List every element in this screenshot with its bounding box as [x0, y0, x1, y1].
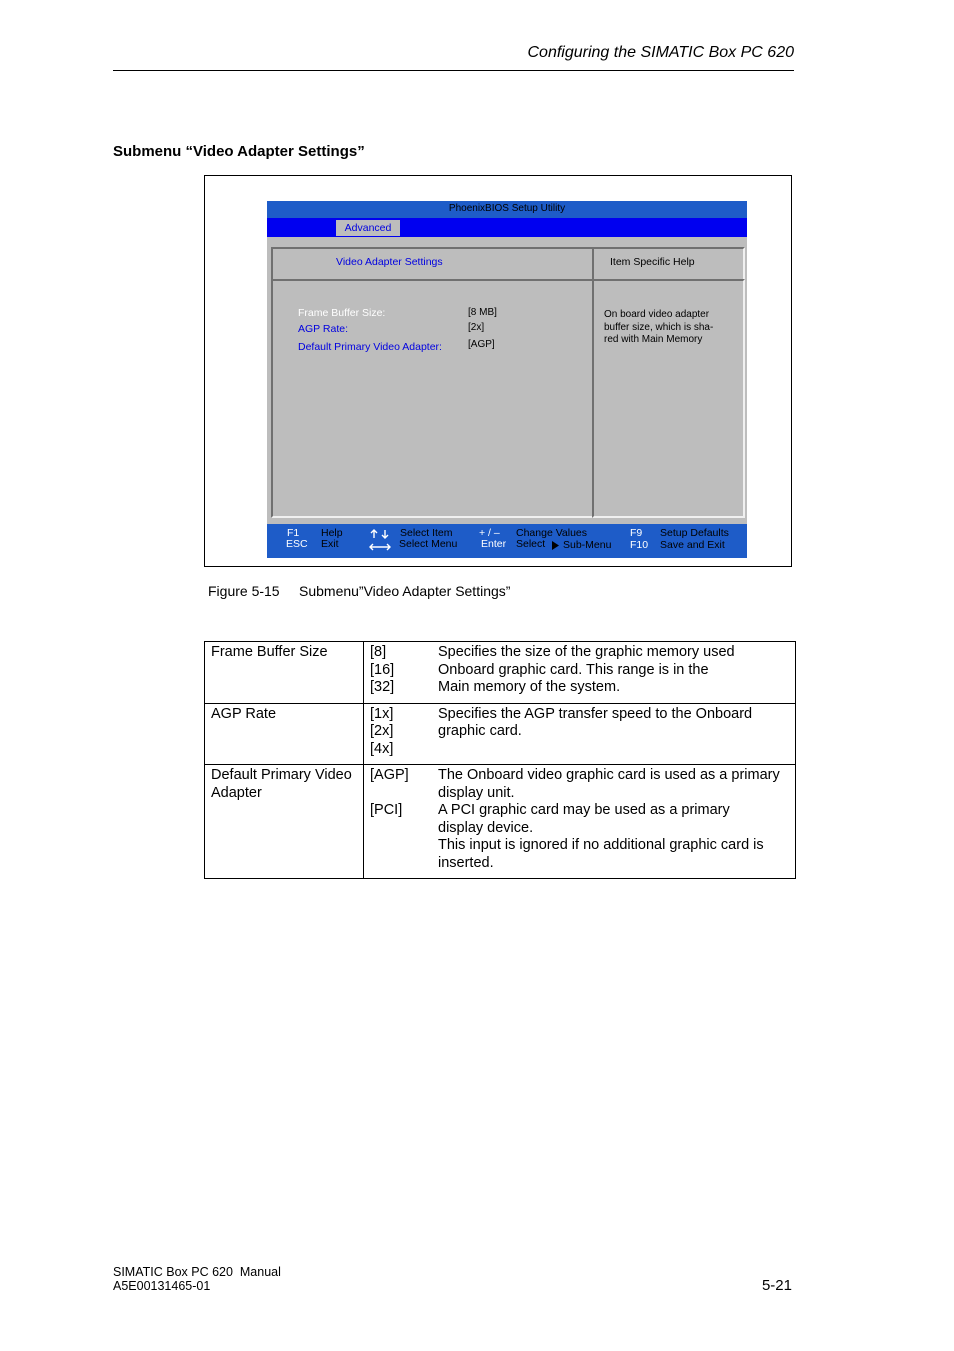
key-sub-menu-desc: Sub-Menu	[563, 539, 612, 551]
setting-agp-rate[interactable]: AGP Rate:	[298, 323, 348, 335]
key-change-values-desc: Change Values	[516, 527, 588, 539]
option-value: [1x]	[370, 705, 394, 722]
value-agp-rate[interactable]: [2x]	[468, 322, 485, 333]
description-line: display unit.	[438, 784, 515, 801]
key-plus-minus: + / –	[479, 527, 500, 539]
help-title: Item Specific Help	[610, 256, 695, 268]
bios-title-bar	[267, 201, 747, 218]
value-default-primary-video-adapter[interactable]: [AGP]	[468, 339, 495, 350]
table-row	[205, 765, 796, 879]
key-f10: F10	[630, 539, 649, 551]
key-f9: F9	[630, 527, 643, 539]
bios-menu-bar	[267, 218, 747, 237]
description-line: Main memory of the system.	[438, 679, 621, 695]
description-line: The Onboard video graphic card is used as a primary	[438, 767, 780, 783]
arrow-keys-icon	[369, 529, 391, 553]
footer-manual-title: SIMATIC Box PC 620 Manual	[113, 1265, 281, 1279]
help-line: buffer size, which is sha-	[604, 321, 714, 333]
key-select-item-desc: Select Item	[400, 527, 453, 539]
option-value: [2x]	[370, 723, 394, 739]
option-value: [PCI]	[370, 802, 403, 818]
parameter-cell: AGP Rate	[205, 703, 364, 765]
key-save-exit-desc: Save and Exit	[660, 539, 725, 551]
description-line: display device.	[438, 819, 534, 836]
key-select-menu-desc: Select Menu	[399, 538, 458, 550]
key-help-desc: Help	[321, 527, 343, 539]
parameter-table	[204, 641, 796, 879]
footer-order-number: A5E00131465-01	[113, 1279, 211, 1293]
description-line: This input is ignored if no additional graphic card is	[438, 837, 764, 853]
description-cell	[432, 703, 796, 765]
key-esc: ESC	[286, 538, 308, 550]
option-value: [8]	[370, 644, 387, 660]
description-line: A PCI graphic card may be used as a primary	[438, 802, 730, 818]
option-value: [AGP]	[370, 767, 409, 783]
description-line: graphic card.	[438, 723, 522, 739]
description-line: Specifies the AGP transfer speed to the Onboard	[438, 705, 753, 722]
options-cell	[364, 765, 433, 879]
option-spacer	[370, 785, 426, 803]
bios-title: PhoenixBIOS Setup Utility	[448, 203, 566, 214]
description-line: Onboard graphic card. This range is in the	[438, 661, 709, 678]
header-rule	[113, 70, 794, 71]
value-frame-buffer-size[interactable]: [8 MB]	[468, 307, 497, 318]
parameter-cell: Default Primary Video Adapter	[205, 765, 364, 879]
help-line: On board video adapter	[604, 309, 710, 320]
tab-advanced[interactable]: Advanced	[336, 220, 400, 236]
description-cell	[432, 642, 796, 704]
setting-frame-buffer-size[interactable]: Frame Buffer Size:	[298, 307, 386, 319]
running-header: Configuring the SIMATIC Box PC 620	[527, 44, 794, 61]
options-cell	[364, 703, 433, 765]
table-row	[205, 703, 796, 765]
section-heading: Submenu “Video Adapter Settings”	[113, 143, 365, 160]
options-cell	[364, 642, 433, 704]
submenu-title: Video Adapter Settings	[336, 256, 443, 268]
key-f1: F1	[287, 527, 300, 539]
description-cell	[432, 765, 796, 879]
option-value: [4x]	[370, 740, 394, 757]
key-select-desc: Select	[516, 538, 546, 550]
key-exit-desc: Exit	[321, 538, 339, 550]
triangle-right-icon	[552, 541, 559, 550]
option-value: [16]	[370, 661, 395, 678]
description-line: Specifies the size of the graphic memory used	[438, 644, 735, 660]
setting-default-primary-video-adapter[interactable]: Default Primary Video Adapter:	[298, 341, 442, 353]
bios-screen	[267, 201, 747, 558]
page-number: 5-21	[761, 1277, 792, 1294]
parameter-cell: Frame Buffer Size	[205, 642, 364, 704]
key-enter: Enter	[481, 538, 507, 550]
table-row	[205, 642, 796, 704]
help-line: red with Main Memory	[604, 334, 703, 345]
key-setup-defaults-desc: Setup Defaults	[660, 527, 729, 539]
description-line: inserted.	[438, 854, 494, 871]
key-legend-bar	[267, 524, 747, 558]
figure-caption-text: Submenu”Video Adapter Settings”	[299, 583, 511, 599]
help-text	[604, 309, 736, 347]
figure-caption-label: Figure 5-15	[208, 583, 280, 599]
footer-left	[113, 1265, 281, 1293]
option-value: [32]	[370, 679, 395, 695]
